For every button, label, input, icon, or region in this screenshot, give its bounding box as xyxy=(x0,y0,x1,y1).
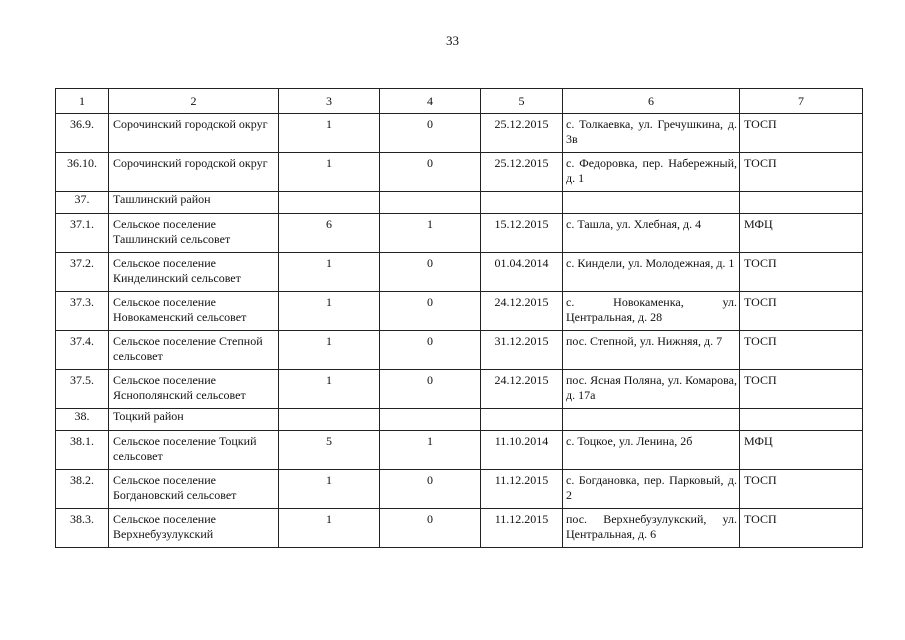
date-value: 11.12.2015 xyxy=(481,470,563,509)
col3-value: 1 xyxy=(279,509,380,548)
settlement-name: Сельское поселение Степной сельсовет xyxy=(109,331,279,370)
header-cell: 3 xyxy=(279,89,380,114)
office-type xyxy=(740,192,863,214)
date-value: 25.12.2015 xyxy=(481,114,563,153)
settlement-name: Сельское поселение Тоцкий сельсовет xyxy=(109,431,279,470)
date-value xyxy=(481,192,563,214)
header-cell: 4 xyxy=(380,89,481,114)
settlement-name: Сельское поселение Яснополянский сельсовет xyxy=(109,370,279,409)
col3-value: 1 xyxy=(279,331,380,370)
col4-value: 0 xyxy=(380,114,481,153)
col4-value: 0 xyxy=(380,509,481,548)
col4-value: 0 xyxy=(380,370,481,409)
settlement-name: Сорочинский городской округ xyxy=(109,153,279,192)
address-value: пос. Ясная Поляна, ул. Комарова, д. 17а xyxy=(563,370,740,409)
col3-value xyxy=(279,409,380,431)
date-value: 11.12.2015 xyxy=(481,509,563,548)
address-value: с. Толкаевка, ул. Гречушкина, д. 3в xyxy=(563,114,740,153)
col3-value xyxy=(279,192,380,214)
header-row xyxy=(56,89,863,114)
address-value: с. Федоровка, пер. Набережный, д. 1 xyxy=(563,153,740,192)
col4-value: 0 xyxy=(380,153,481,192)
col3-value: 1 xyxy=(279,253,380,292)
settlement-name: Сорочинский городской округ xyxy=(109,114,279,153)
date-value: 25.12.2015 xyxy=(481,153,563,192)
address-value: пос. Верхнебузулукский, ул. Центральная, д. 6 xyxy=(563,509,740,548)
district-name: Тоцкий район xyxy=(109,409,279,431)
address-value: с. Тоцкое, ул. Ленина, 2б xyxy=(563,431,740,470)
office-type: ТОСП xyxy=(740,253,863,292)
col3-value: 1 xyxy=(279,153,380,192)
col4-value xyxy=(380,409,481,431)
table-row xyxy=(56,370,863,409)
page-number: 33 xyxy=(446,33,459,48)
address-value: с. Богдановка, пер. Парковый, д. 2 xyxy=(563,470,740,509)
settlement-name: Сельское поселение Кинделинский сельсовет xyxy=(109,253,279,292)
settlement-name: Сельское поселение Новокаменский сельсовет xyxy=(109,292,279,331)
office-type: ТОСП xyxy=(740,114,863,153)
col3-value: 5 xyxy=(279,431,380,470)
district-row xyxy=(56,192,863,214)
address-value: пос. Степной, ул. Нижняя, д. 7 xyxy=(563,331,740,370)
register-table xyxy=(55,88,863,548)
header-cell: 1 xyxy=(56,89,109,114)
row-number: 36.10. xyxy=(56,153,109,192)
row-number: 38.3. xyxy=(56,509,109,548)
row-number: 37.4. xyxy=(56,331,109,370)
table-row xyxy=(56,253,863,292)
settlement-name: Сельское поселение Богдановский сельсовет xyxy=(109,470,279,509)
date-value: 24.12.2015 xyxy=(481,370,563,409)
col4-value: 0 xyxy=(380,253,481,292)
settlement-name: Сельское поселение Ташлинский сельсовет xyxy=(109,214,279,253)
table-row xyxy=(56,431,863,470)
col3-value: 1 xyxy=(279,114,380,153)
office-type: ТОСП xyxy=(740,509,863,548)
col4-value: 1 xyxy=(380,214,481,253)
row-number: 37.1. xyxy=(56,214,109,253)
office-type: ТОСП xyxy=(740,331,863,370)
office-type: ТОСП xyxy=(740,153,863,192)
office-type xyxy=(740,409,863,431)
header-cell: 6 xyxy=(563,89,740,114)
office-type: ТОСП xyxy=(740,470,863,509)
address-value: с. Ташла, ул. Хлебная, д. 4 xyxy=(563,214,740,253)
office-type: МФЦ xyxy=(740,431,863,470)
row-number: 38.2. xyxy=(56,470,109,509)
col3-value: 1 xyxy=(279,292,380,331)
date-value: 15.12.2015 xyxy=(481,214,563,253)
col4-value: 1 xyxy=(380,431,481,470)
table-row xyxy=(56,292,863,331)
district-name: Ташлинский район xyxy=(109,192,279,214)
col3-value: 6 xyxy=(279,214,380,253)
table-row xyxy=(56,214,863,253)
address-value xyxy=(563,409,740,431)
table-row xyxy=(56,509,863,548)
table-row xyxy=(56,331,863,370)
row-number: 38. xyxy=(56,409,109,431)
col4-value: 0 xyxy=(380,470,481,509)
table-row xyxy=(56,153,863,192)
address-value xyxy=(563,192,740,214)
address-value: с. Киндели, ул. Молодежная, д. 1 xyxy=(563,253,740,292)
row-number: 36.9. xyxy=(56,114,109,153)
office-type: ТОСП xyxy=(740,292,863,331)
office-type: МФЦ xyxy=(740,214,863,253)
col3-value: 1 xyxy=(279,470,380,509)
header-cell: 2 xyxy=(109,89,279,114)
table-row xyxy=(56,470,863,509)
row-number: 37. xyxy=(56,192,109,214)
row-number: 38.1. xyxy=(56,431,109,470)
district-row xyxy=(56,409,863,431)
col4-value: 0 xyxy=(380,331,481,370)
settlement-name: Сельское поселение Верхнебузулукский xyxy=(109,509,279,548)
date-value xyxy=(481,409,563,431)
col4-value: 0 xyxy=(380,292,481,331)
row-number: 37.2. xyxy=(56,253,109,292)
header-cell: 5 xyxy=(481,89,563,114)
col4-value xyxy=(380,192,481,214)
col3-value: 1 xyxy=(279,370,380,409)
header-cell: 7 xyxy=(740,89,863,114)
date-value: 11.10.2014 xyxy=(481,431,563,470)
row-number: 37.5. xyxy=(56,370,109,409)
date-value: 24.12.2015 xyxy=(481,292,563,331)
table-row xyxy=(56,114,863,153)
date-value: 31.12.2015 xyxy=(481,331,563,370)
row-number: 37.3. xyxy=(56,292,109,331)
date-value: 01.04.2014 xyxy=(481,253,563,292)
office-type: ТОСП xyxy=(740,370,863,409)
address-value: с. Новокаменка, ул. Центральная, д. 28 xyxy=(563,292,740,331)
